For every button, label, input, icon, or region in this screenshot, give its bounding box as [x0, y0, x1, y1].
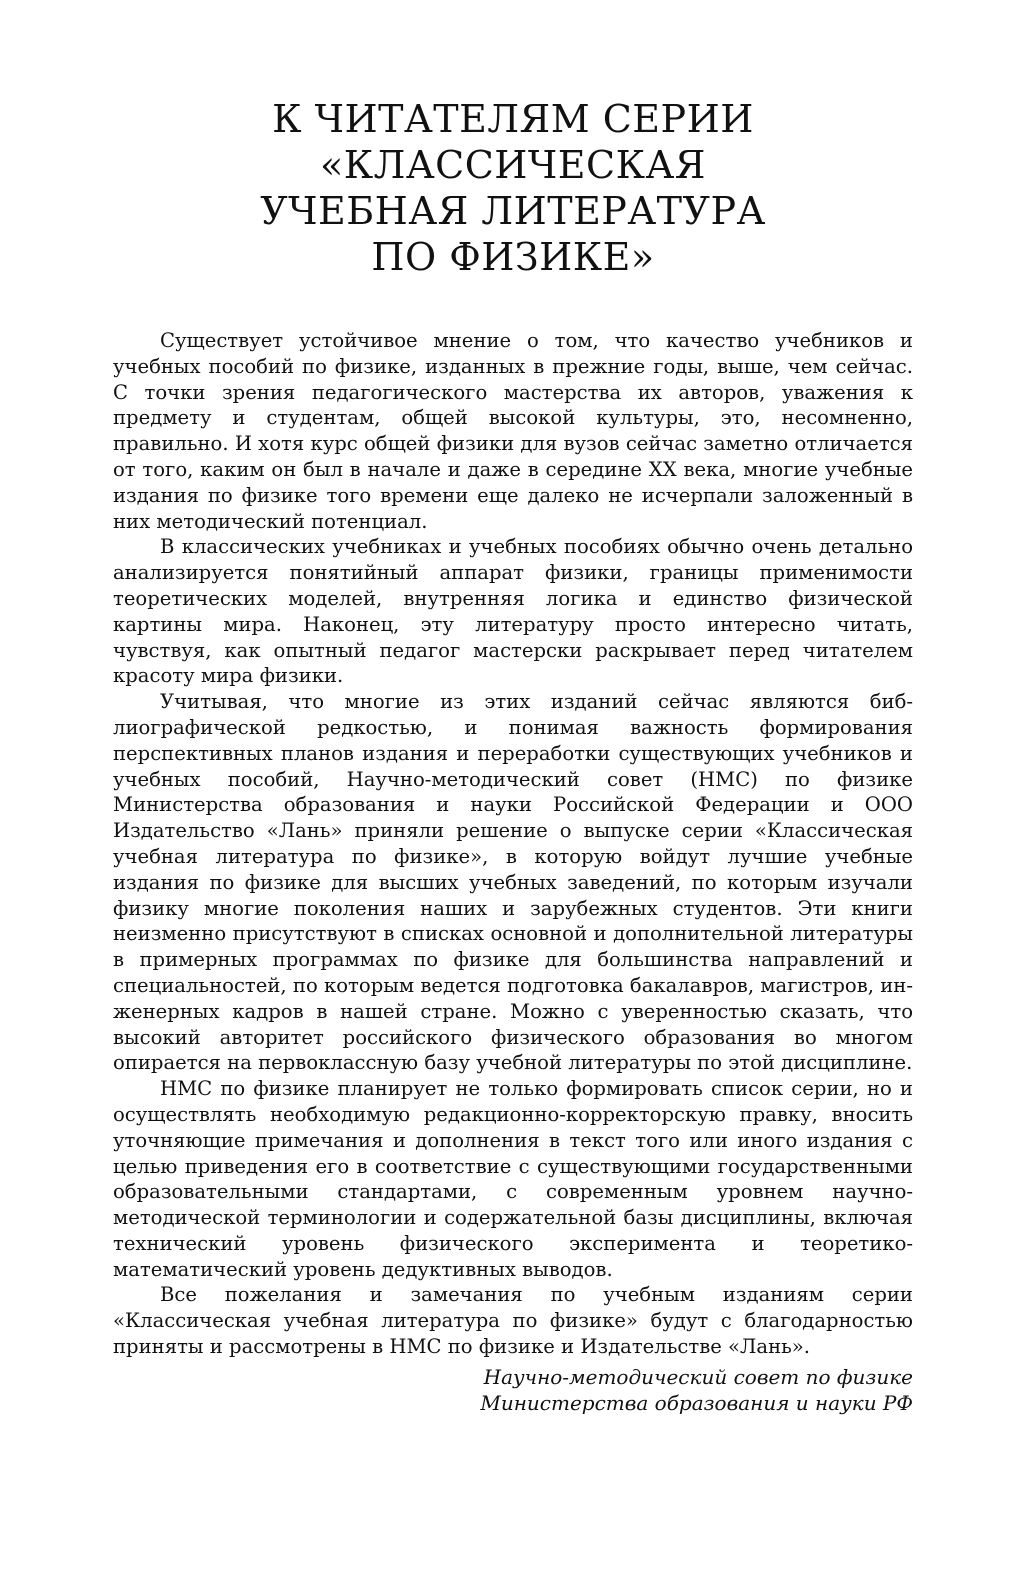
title-line-1: К ЧИТАТЕЛЯМ СЕРИИ — [272, 97, 754, 141]
paragraph-3: Учитывая, что многие из этих изданий сейчас являются библиографической редкостью, и понимая важность формирования перспективных планов издания и переработки существующих учебников и учебных пособий, Научно-методический совет (НМС) по физике Министерства образования и науки Российской Федерации и ООО Издательство «Лань» приняли решение о выпуске серии «Классическая учебная литература по физике», в которую войдут лучшие учебные издания по физике для высших учебных заведений, по которым изучали физику многие поколения наших и зарубежных студентов. Эти книги неизменно присутствуют в списках основной и дополнительной литературы в примерных программах по физике для большинства направлений и специальностей, по которым ведется подготовка бакалавров, магистров, инженерных кадров в нашей стране. Можно с уверенностью сказать, что высокий авторитет российского физического образования во многом опирается на первоклассную базу учебной литературы по этой дисциплине. — [113, 690, 913, 1075]
title-line-2: «КЛАССИЧЕСКАЯ — [320, 143, 706, 187]
paragraph-5: Все пожелания и замечания по учебным изданиям серии «Классическая учебная литература по физике» будут с благодарностью приняты и рассмотрены в НМС по физике и Издательстве «Лань». — [113, 1283, 913, 1359]
body-text — [113, 328, 913, 1360]
paragraph-4: НМС по физике планирует не только формировать список серии, но и осуществлять необходимую редакционно-корректорскую правку, вносить уточняющие примечания и дополнения в текст того или иного издания с целью приведения его в соответствие с существующими государственными образовательными стандартами, с современным уровнем научно-методической терминологии и содержательной базы дисциплины, включая технический уровень физического эксперимента и теоретико-математический уровень дедуктивных выводов. — [113, 1077, 913, 1281]
title-line-3: УЧЕБНАЯ ЛИТЕРАТУРА — [260, 189, 766, 233]
title-line-4: ПО ФИЗИКЕ» — [371, 235, 655, 279]
paragraph-1: Существует устойчивое мнение о том, что качество учебников и учебных пособий по физике, изданных в прежние годы, выше, чем сейчас. С точки зрения педагогического мастерства их авторов, уважения к предмету и студентам, общей высокой культуры, это, несомненно, правильно. И хотя курс общей физики для вузов сейчас заметно отличается от того, каким он был в начале и даже в середине XX века, многие учебные издания по физике того времени еще далеко не исчерпали заложенный в них методический потенциал. — [113, 329, 913, 533]
signature-line-1: Научно-методический совет по физике — [483, 1364, 913, 1389]
document-page — [113, 96, 913, 1416]
page-title — [113, 96, 913, 280]
paragraph-2: В классических учебниках и учебных пособиях обычно очень детально анализируется понятийный аппарат физики, границы применимости теоретических моделей, внутренняя логика и единство физической картины мира. Наконец, эту литературу просто интересно читать, чувствуя, как опытный педагог мастерски раскрывает перед читателем красоту мира физики. — [113, 535, 913, 688]
signature-line-2: Министерства образования и науки РФ — [480, 1390, 913, 1415]
signature — [113, 1364, 913, 1416]
